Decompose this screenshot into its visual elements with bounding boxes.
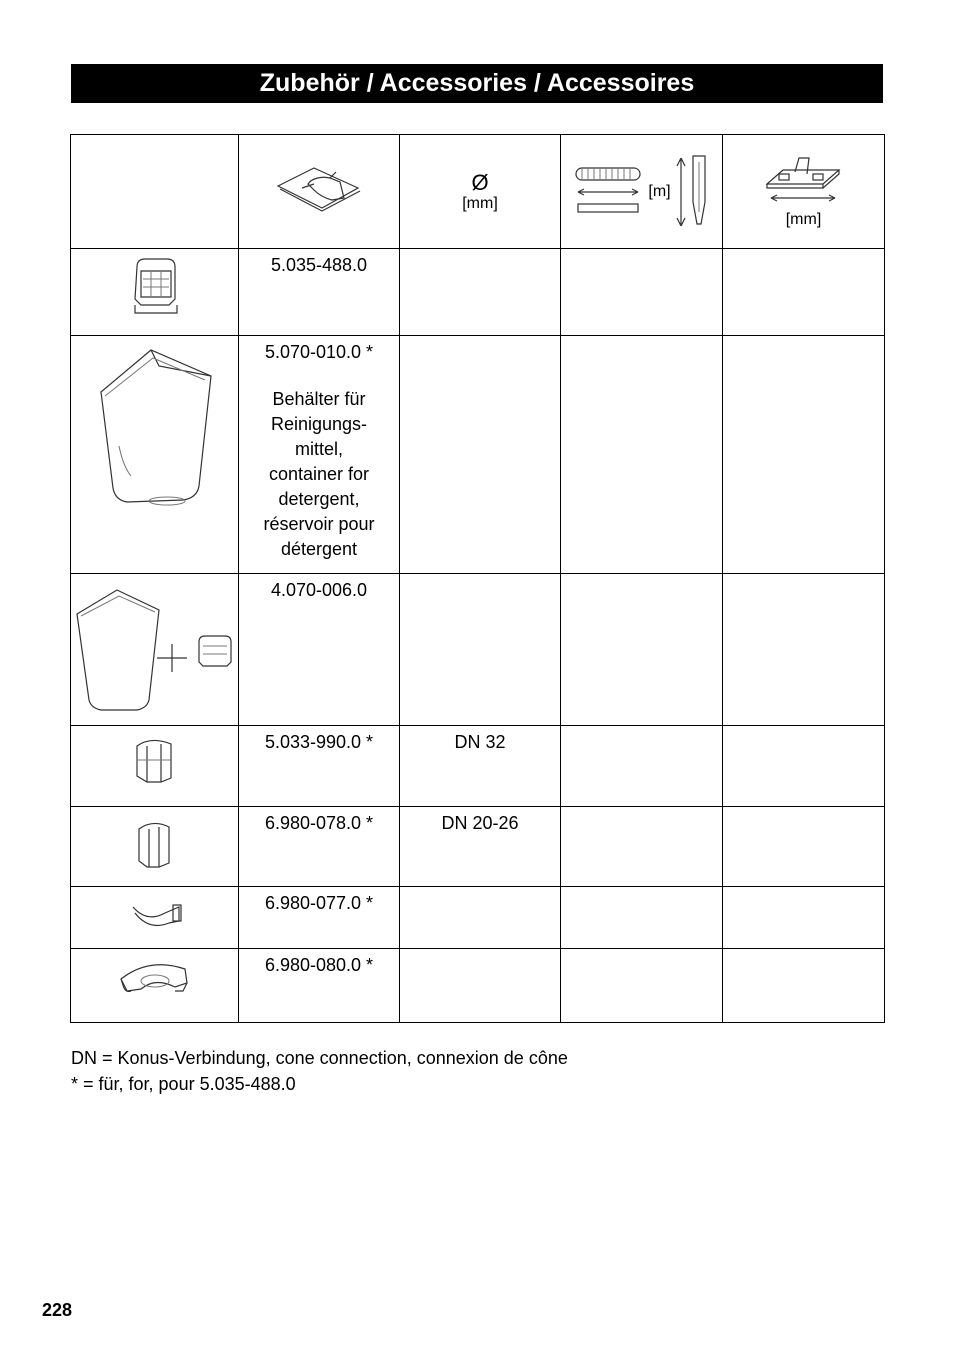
table-row <box>71 807 885 887</box>
row-image-cell <box>71 336 239 574</box>
height-wand-icon <box>675 152 711 232</box>
row-image-cell <box>71 887 239 949</box>
table-row <box>71 949 885 1023</box>
part-number: 4.070-006.0 <box>270 580 368 600</box>
diameter-unit: [mm] <box>462 194 498 212</box>
table-row <box>71 249 885 336</box>
length-value <box>561 249 723 336</box>
footnote-asterisk: * = für, for, pour 5.035-488.0 <box>71 1074 296 1094</box>
header-order-number-cell <box>239 135 400 249</box>
header-width-cell <box>723 135 885 249</box>
part-number: 5.070-010.0 * <box>264 342 374 362</box>
width-value <box>723 574 885 726</box>
width-unit: [mm] <box>785 211 822 228</box>
tube-clip-small-icon <box>71 807 237 885</box>
table-row <box>71 726 885 807</box>
diameter-value: DN 32 <box>454 732 506 752</box>
length-unit: [m] <box>648 182 671 200</box>
row-image-cell <box>71 807 239 887</box>
container-plus-holder-icon <box>71 574 237 724</box>
table-row <box>71 574 885 726</box>
part-number: 6.980-077.0 * <box>264 893 374 913</box>
length-value <box>561 887 723 949</box>
length-value <box>561 726 723 807</box>
width-value <box>723 887 885 949</box>
part-number: 6.980-078.0 * <box>264 813 374 833</box>
header-diameter-cell <box>400 135 561 249</box>
container-icon <box>71 336 237 572</box>
header-length-cell <box>561 135 723 249</box>
table-header-row <box>71 135 885 249</box>
row-image-cell <box>71 949 239 1023</box>
row-image-cell <box>71 249 239 336</box>
hose-length-icon <box>572 162 644 222</box>
part-number: 5.035-488.0 <box>270 255 368 275</box>
hook-icon <box>71 887 237 947</box>
horseshoe-holder-icon <box>71 949 237 1021</box>
diameter-value: DN 20-26 <box>441 813 519 833</box>
holder-clip-icon <box>71 249 237 334</box>
accessories-table <box>70 134 885 1023</box>
width-value <box>723 726 885 807</box>
length-value <box>561 807 723 887</box>
part-number: 6.980-080.0 * <box>264 955 374 975</box>
hand-writing-icon <box>274 158 364 218</box>
table-row <box>71 887 885 949</box>
tube-clip-icon <box>71 726 237 805</box>
width-value <box>723 249 885 336</box>
footnote-dn: DN = Konus-Verbindung, cone connection, connexion de cône <box>71 1048 568 1068</box>
length-value <box>561 336 723 574</box>
width-value <box>723 336 885 574</box>
floor-nozzle-width-icon <box>759 154 849 210</box>
length-value <box>561 574 723 726</box>
diameter-symbol: Ø <box>471 169 489 195</box>
width-value <box>723 949 885 1023</box>
part-description: Behälter für Reinigungs- mittel, container for detergent, réservoir pour détergent <box>263 389 375 559</box>
row-image-cell <box>71 574 239 726</box>
page-title: Zubehör / Accessories / Accessoires <box>71 64 883 103</box>
length-value <box>561 949 723 1023</box>
header-image-cell <box>71 135 239 249</box>
row-image-cell <box>71 726 239 807</box>
table-row <box>71 336 885 574</box>
width-value <box>723 807 885 887</box>
part-number: 5.033-990.0 * <box>264 732 374 752</box>
page-number: 228 <box>42 1300 73 1320</box>
